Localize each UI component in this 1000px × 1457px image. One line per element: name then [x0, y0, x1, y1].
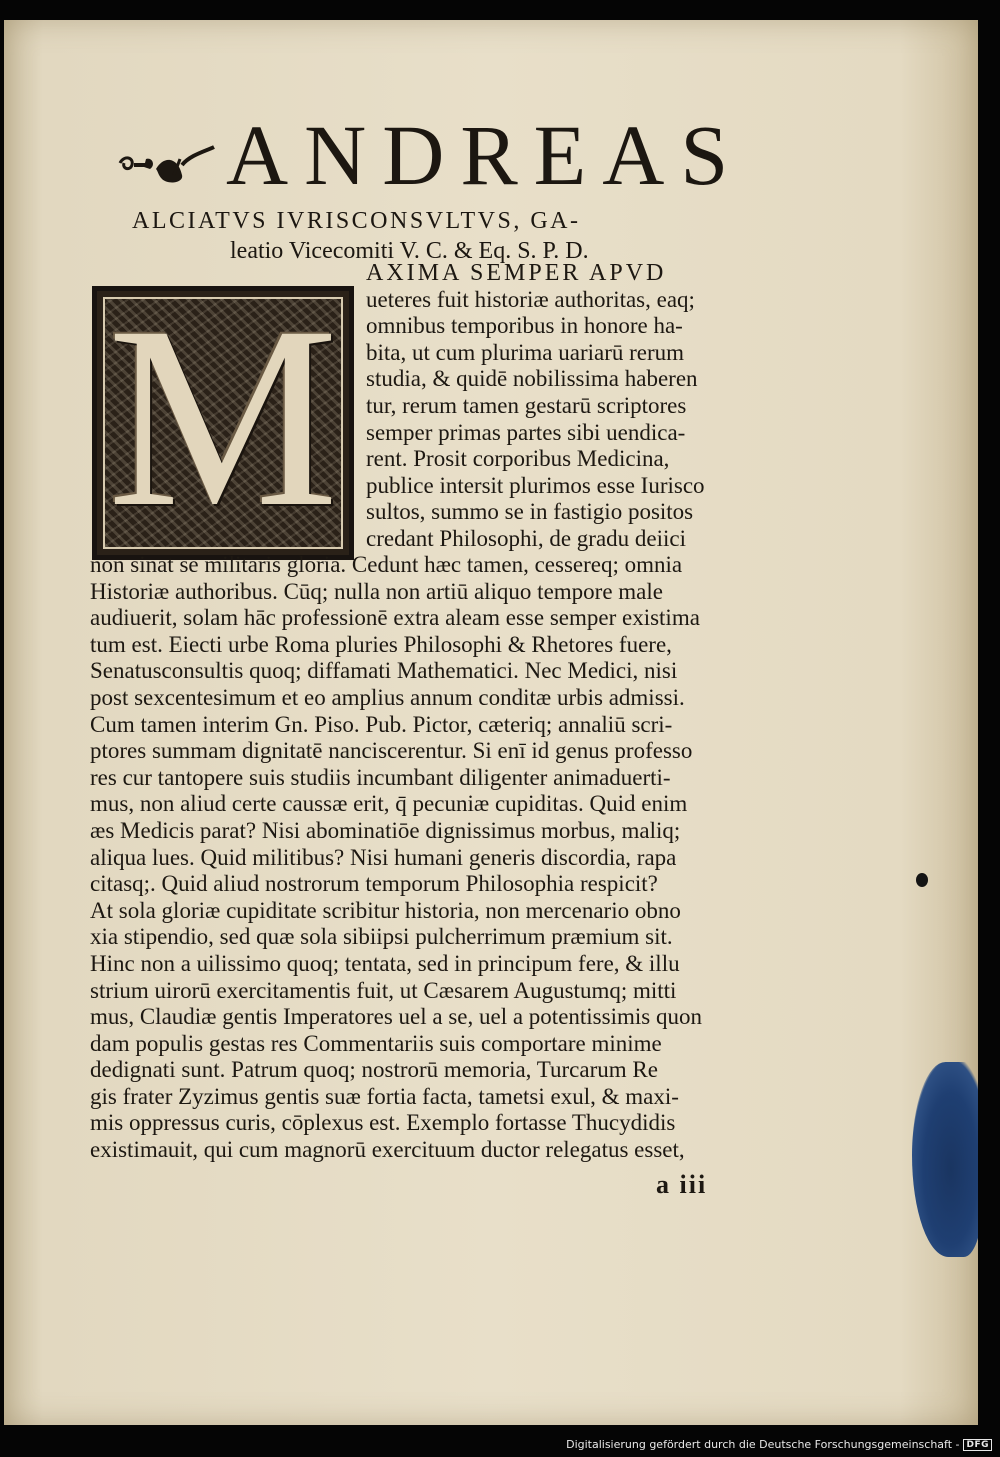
text-line: æs Medicis parat? Nisi abominatiōe dignissimus morbus, maliq;: [90, 817, 681, 843]
text-line: sultos, summo se in fastigio positos: [366, 499, 694, 525]
footer-text: Digitalisierung gefördert durch die Deutsche Forschungsgemeinschaft -: [566, 1438, 960, 1451]
initial-woodcut-frame: [103, 297, 343, 549]
body-text-full: [90, 552, 702, 1164]
text-line: dam populis gestas res Commentariis suis comportare minime: [90, 1030, 662, 1056]
text-line: non sinat se militaris gloria. Cedunt hæc tamen, cessereq; omnia: [90, 552, 683, 577]
text-line: gis frater Zyzimus gentis suæ fortia facta, tametsi exul, & maxi-: [90, 1083, 679, 1109]
text-line: xia stipendio, sed quæ sola sibiipsi pulcherrimum præmium sit.: [90, 924, 673, 950]
digitization-footer: [566, 1438, 992, 1451]
book-page: [4, 20, 978, 1425]
heading-greeting: leatio Vicecomiti V. C. & Eq. S. P. D.: [230, 238, 589, 264]
text-line: res cur tantopere suis studiis incumbant diligenter animaduerti-: [90, 764, 671, 790]
text-line: bita, ut cum plurima uariarū rerum: [366, 339, 685, 365]
text-line: At sola gloriæ cupiditate scribitur historia, non mercenario obno: [90, 897, 681, 923]
text-line: ueteres fuit historiæ authoritas, eaq;: [366, 286, 695, 312]
text-line: studia, & quidē nobilissima haberen: [366, 366, 698, 392]
text-line: tur, rerum tamen gestarū scriptores: [366, 392, 687, 418]
signature-mark: a iii: [656, 1170, 708, 1199]
fleuron-ornament: [116, 145, 218, 187]
text-line: Hinc non a uilissimo quoq; tentata, sed in principum fere, & illu: [90, 950, 680, 976]
text-line: credant Philosophi, de gradu deiici: [366, 525, 687, 551]
text-line: existimauit, qui cum magnorū exercituum ductor relegatus esset,: [90, 1137, 685, 1163]
text-line: mis oppressus curis, cōplexus est. Exemplo fortasse Thucydidis: [90, 1110, 676, 1136]
text-line: publice intersit plurimos esse Iurisco: [366, 472, 705, 498]
text-line: post sexcentesimum et eo amplius annum conditæ urbis admissi.: [90, 684, 685, 710]
dfg-logo: DFG: [963, 1439, 992, 1451]
text-line: rent. Prosit corporibus Medicina,: [366, 446, 670, 472]
text-line: citasq;. Quid aliud nostrorum temporum Philosophia respicit?: [90, 871, 658, 897]
text-line: Senatusconsultis quoq; diffamati Mathematici. Nec Medici, nisi: [90, 658, 678, 684]
text-line: semper primas partes sibi uendica-: [366, 419, 686, 445]
decorated-initial: [92, 286, 354, 560]
text-line: audiuerit, solam hāc professionē extra aleam esse semper existima: [90, 605, 700, 631]
text-line: omnibus temporibus in honore ha-: [366, 313, 683, 339]
ink-stain: [912, 1062, 978, 1257]
text-line: mus, Claudiæ gentis Imperatores uel a se, uel a potentissimis quon: [90, 1004, 702, 1030]
text-line: Historiæ authoribus. Cūq; nulla non artiū aliquo tempore male: [90, 578, 663, 604]
initial-letter: M: [107, 297, 339, 549]
text-line: ptores summam dignitatē nanciscerentur. Si enī id genus professo: [90, 738, 693, 764]
text-line: tum est. Eiecti urbe Roma pluries Philosophi & Rhetores fuere,: [90, 631, 672, 657]
text-line: AXIMA SEMPER APVD: [366, 260, 667, 286]
heading-subtitle: ALCIATVS IVRISCONSVLTVS, GA-: [132, 208, 581, 234]
text-line: mus, non aliud certe caussæ erit, q̄ pecuniæ cupiditas. Quid enim: [90, 791, 688, 817]
body-text-narrow: [366, 260, 705, 553]
text-line: Cum tamen interim Gn. Piso. Pub. Pictor, cæteriq; annaliū scri-: [90, 711, 673, 737]
heading-title: ANDREAS: [226, 107, 745, 203]
text-line: aliqua lues. Quid militibus? Nisi humani generis discordia, rapa: [90, 844, 677, 870]
text-line: strium uirorū exercitamentis fuit, ut Cæsarem Augustumq; mitti: [90, 977, 677, 1003]
ink-dot: [916, 873, 928, 887]
text-line: dedignati sunt. Patrum quoq; nostrorū memoria, Turcarum Re: [90, 1057, 658, 1083]
